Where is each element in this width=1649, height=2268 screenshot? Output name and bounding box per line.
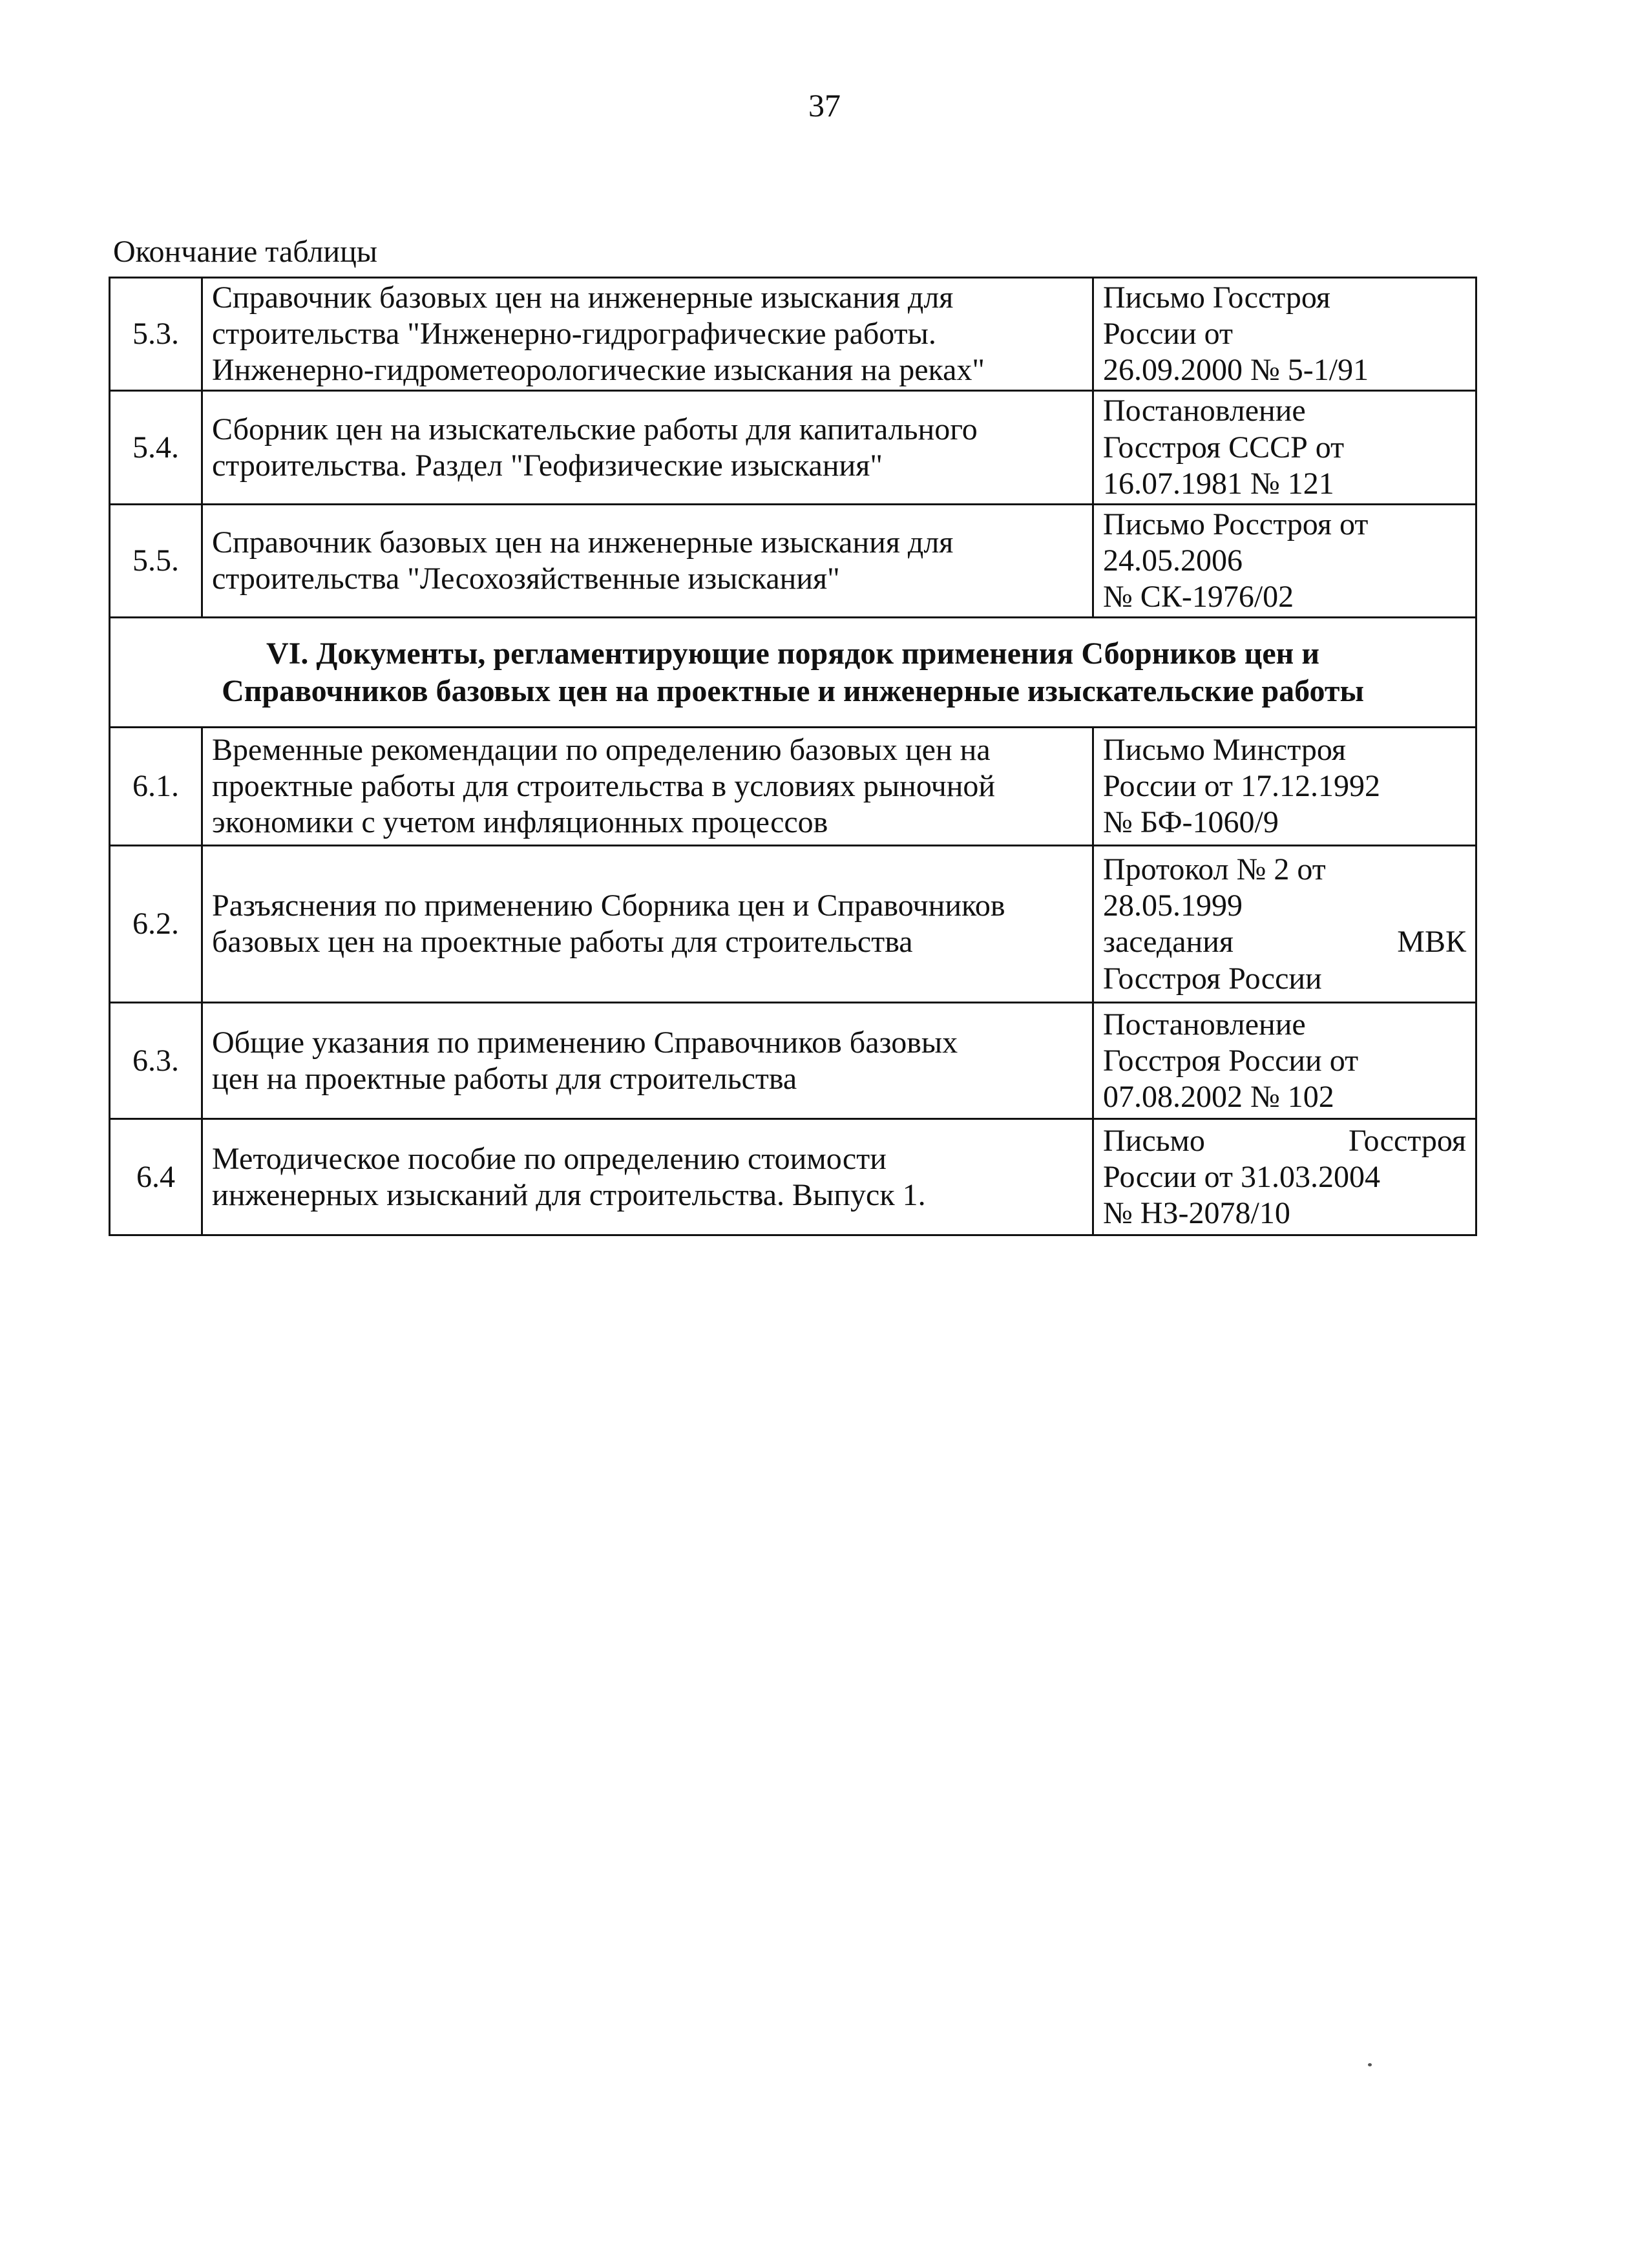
row-number: 6.4 xyxy=(110,1119,202,1235)
row-number: 6.3. xyxy=(110,1003,202,1119)
reference-line: Госстроя России xyxy=(1103,961,1322,996)
document-title xyxy=(202,391,1093,504)
reference-line: Госстроя СССР от xyxy=(1103,430,1345,465)
reference-line: Постановление xyxy=(1103,394,1306,428)
title-line: базовых цен на проектные работы для строительства xyxy=(212,925,913,960)
reference-line: 28.05.1999 xyxy=(1103,888,1243,923)
reference-line: 16.07.1981 № 121 xyxy=(1103,466,1334,501)
row-number: 5.3. xyxy=(110,278,202,391)
table-row-6-3 xyxy=(110,1003,1476,1119)
approval-reference xyxy=(1093,278,1476,391)
title-line: цен на проектные работы для строительства xyxy=(212,1061,797,1096)
reference-line: Письмо Госстроя xyxy=(1103,280,1330,315)
section-heading xyxy=(110,618,1476,728)
approval-reference xyxy=(1093,728,1476,846)
table-row-5-4 xyxy=(110,391,1476,504)
title-line: строительства "Инженерно-гидрографические работы. xyxy=(212,317,936,352)
reference-line: 07.08.2002 № 102 xyxy=(1103,1079,1334,1114)
reference-line: Постановление xyxy=(1103,1007,1306,1042)
title-line: инженерных изысканий для строительства. Выпуск 1. xyxy=(212,1177,926,1212)
section-heading-line: Справочников базовых цен на проектные и инженерные изыскательские работы xyxy=(222,673,1364,708)
reference-line: № НЗ-2078/10 xyxy=(1103,1195,1290,1230)
document-title xyxy=(202,728,1093,846)
title-line: строительства "Лесохозяйственные изыскания" xyxy=(212,562,840,596)
reference-line: № СК-1976/02 xyxy=(1103,580,1294,614)
row-number: 6.2. xyxy=(110,846,202,1003)
document-title xyxy=(202,1003,1093,1119)
table-row-5-3 xyxy=(110,278,1476,391)
title-line: Методическое пособие по определению стоимости xyxy=(212,1141,887,1176)
table-row-6-4 xyxy=(110,1119,1476,1235)
reference-line: Протокол № 2 от xyxy=(1103,852,1326,887)
price-documents-table xyxy=(109,277,1477,1236)
reference-line: № БФ-1060/9 xyxy=(1103,805,1279,840)
approval-reference xyxy=(1093,1003,1476,1119)
reference-line: Госстроя России от xyxy=(1103,1043,1359,1078)
reference-line: заседания МВК xyxy=(1103,925,1466,960)
table-row-5-5 xyxy=(110,504,1476,617)
title-line: строительства. Раздел "Геофизические изыскания" xyxy=(212,448,883,483)
row-number: 5.4. xyxy=(110,391,202,504)
approval-reference xyxy=(1093,504,1476,617)
row-number: 5.5. xyxy=(110,504,202,617)
title-line: Справочник базовых цен на инженерные изыскания для xyxy=(212,280,954,315)
reference-line: Письмо Госстроя xyxy=(1103,1123,1466,1158)
title-line: Разъяснения по применению Сборника цен и Справочников xyxy=(212,888,1005,923)
page-number: 37 xyxy=(808,87,841,123)
table-row-6-2 xyxy=(110,846,1476,1003)
reference-line: России от 31.03.2004 xyxy=(1103,1159,1381,1194)
title-line: Справочник базовых цен на инженерные изыскания для xyxy=(212,525,954,560)
title-line: Временные рекомендации по определению базовых цен на xyxy=(212,733,991,768)
document-title xyxy=(202,846,1093,1003)
reference-line: Письмо Минстроя xyxy=(1103,733,1347,768)
approval-reference xyxy=(1093,1119,1476,1235)
title-line: Общие указания по применению Справочников базовых xyxy=(212,1025,958,1060)
approval-reference xyxy=(1093,391,1476,504)
title-line: Сборник цен на изыскательские работы для капитального xyxy=(212,412,978,446)
document-title xyxy=(202,278,1093,391)
title-line: Инженерно-гидрометеорологические изыскания на реках" xyxy=(212,353,985,388)
title-line: экономики с учетом инфляционных процессов xyxy=(212,805,828,840)
reference-line: 26.09.2000 № 5-1/91 xyxy=(1103,353,1369,388)
table-row-6-1 xyxy=(110,728,1476,846)
section-heading-line: VI. Документы, регламентирующие порядок применения Сборников цен и xyxy=(266,636,1319,671)
title-line: проектные работы для строительства в условиях рыночной xyxy=(212,769,996,804)
reference-line: Письмо Росстроя от xyxy=(1103,507,1369,541)
table-caption: Окончание таблицы xyxy=(113,235,378,269)
reference-line: 24.05.2006 xyxy=(1103,543,1243,578)
reference-line: России от xyxy=(1103,317,1234,352)
reference-line: России от 17.12.1992 xyxy=(1103,769,1381,804)
document-title xyxy=(202,504,1093,617)
section-heading-row xyxy=(110,618,1476,728)
scan-speck xyxy=(1368,2063,1372,2066)
row-number: 6.1. xyxy=(110,728,202,846)
approval-reference xyxy=(1093,846,1476,1003)
document-title xyxy=(202,1119,1093,1235)
